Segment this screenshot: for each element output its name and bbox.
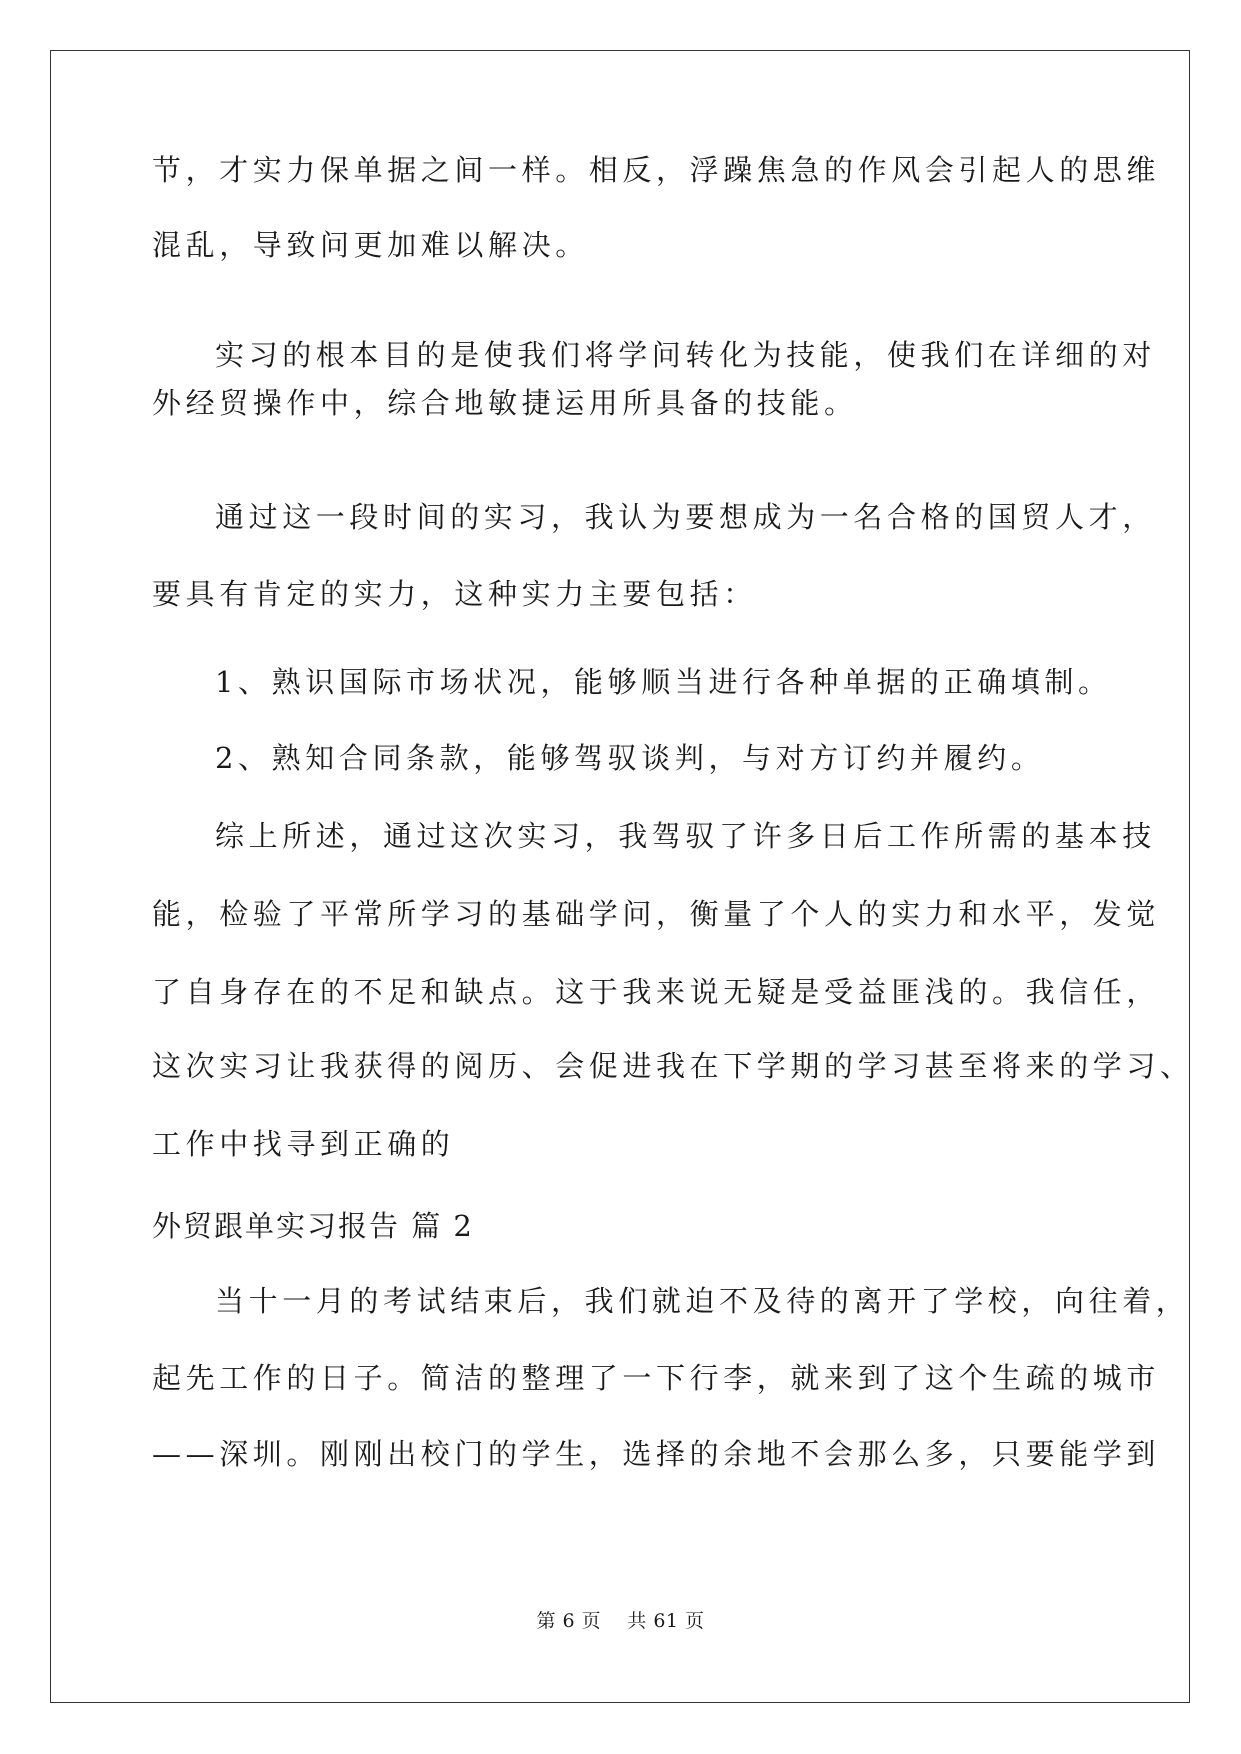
text-line: 这次实习让我获得的阅历、会促进我在下学期的学习甚至将来的学习、 bbox=[152, 1049, 1194, 1083]
text-line: ——深圳。刚刚出校门的学生，选择的余地不会那么多，只要能学到 bbox=[152, 1437, 1161, 1471]
paragraph-start-line: 综上所述，通过这次实习，我驾驭了许多日后工作所需的基本技 bbox=[215, 819, 1156, 853]
paragraph-start-line: 实习的根本目的是使我们将学问转化为技能，使我们在详细的对 bbox=[215, 338, 1156, 372]
text-line: 节，才实力保单据之间一样。相反，浮躁焦急的作风会引起人的思维 bbox=[152, 153, 1161, 187]
text-line: 工作中找寻到正确的 bbox=[152, 1127, 455, 1161]
page-number-footer: 第 6 页 共 61 页 bbox=[536, 1610, 705, 1632]
paragraph-start-line: 通过这一段时间的实习，我认为要想成为一名合格的国贸人才， bbox=[215, 500, 1156, 534]
text-line: 了自身存在的不足和缺点。这于我来说无疑是受益匪浅的。我信任， bbox=[152, 975, 1161, 1009]
paragraph-start-line: 当十一月的考试结束后，我们就迫不及待的离开了学校，向往着， bbox=[215, 1284, 1190, 1318]
text-line: 混乱，导致问更加难以解决。 bbox=[152, 228, 589, 262]
list-item-1: 1、熟识国际市场状况，能够顺当进行各种单据的正确填制。 bbox=[215, 665, 1112, 699]
section-heading: 外贸跟单实习报告 篇 2 bbox=[152, 1209, 474, 1243]
list-item-2: 2、熟知合同条款，能够驾驭谈判，与对方订约并履约。 bbox=[215, 741, 1045, 775]
text-line: 外经贸操作中，综合地敏捷运用所具备的技能。 bbox=[152, 386, 858, 420]
text-line: 能，检验了平常所学习的基础学问，衡量了个人的实力和水平，发觉 bbox=[152, 897, 1161, 931]
text-line: 起先工作的日子。简洁的整理了一下行李，就来到了这个生疏的城市 bbox=[152, 1361, 1161, 1395]
text-line: 要具有肯定的实力，这种实力主要包括： bbox=[152, 577, 757, 611]
